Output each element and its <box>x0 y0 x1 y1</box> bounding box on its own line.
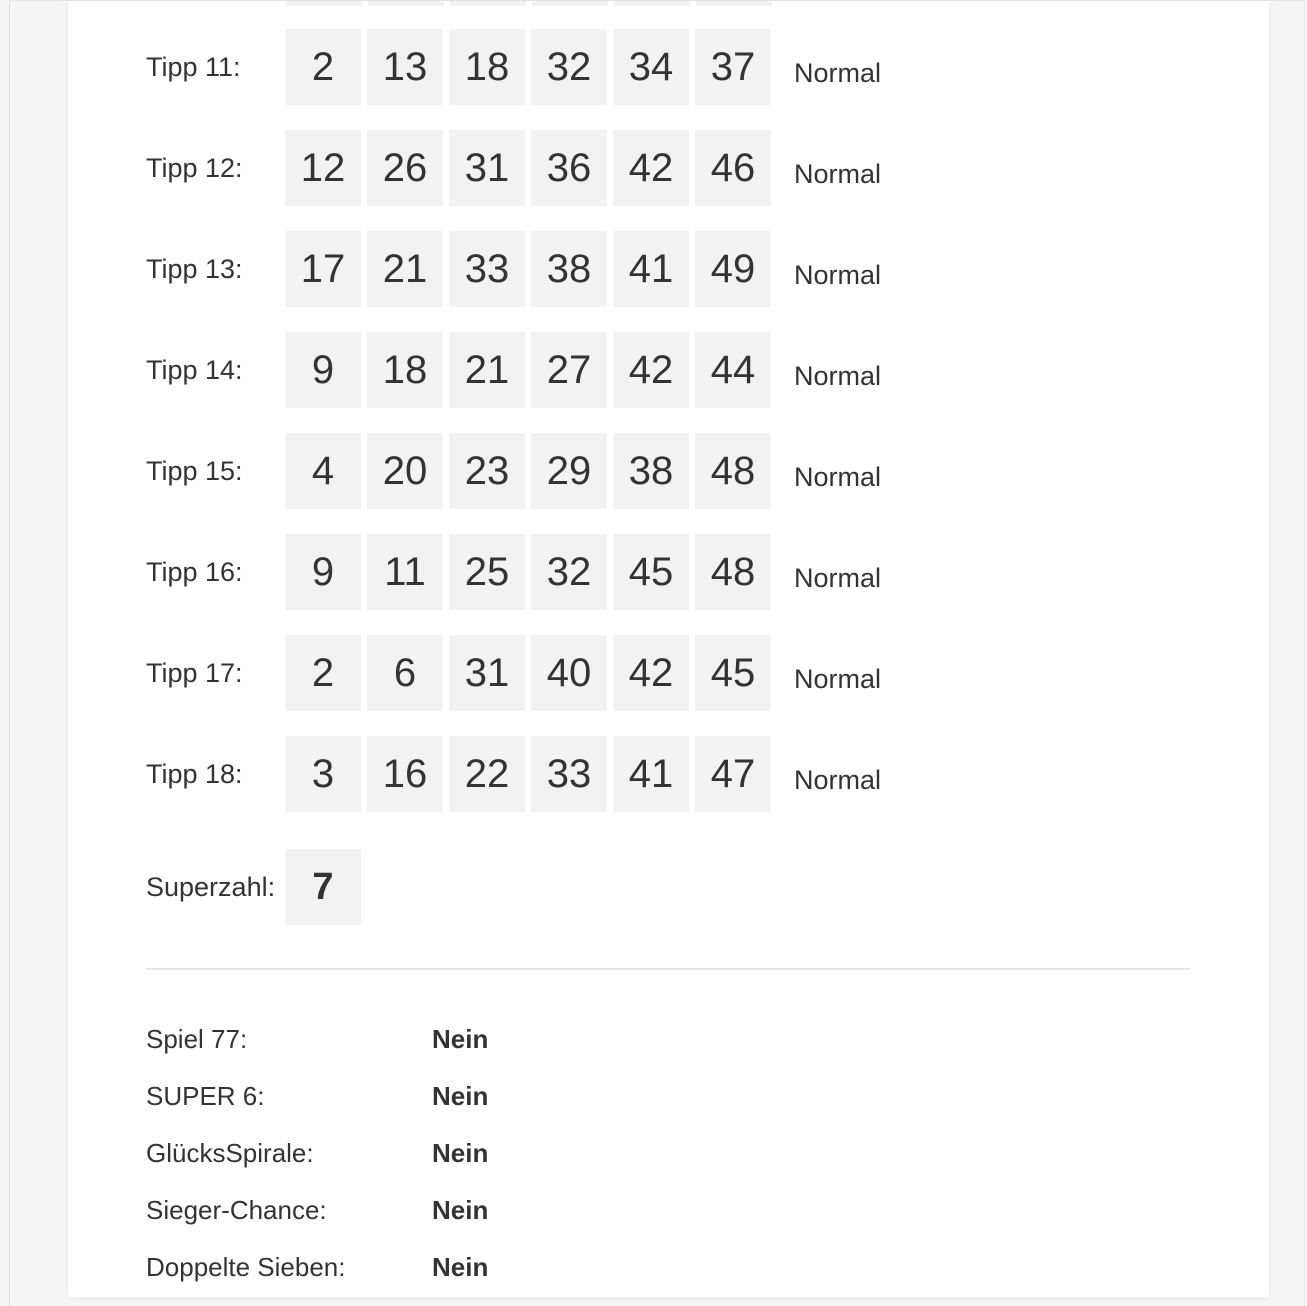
tip-number: 45 <box>695 635 771 711</box>
tip-number: 26 <box>367 130 443 206</box>
tip-number: 49 <box>695 231 771 307</box>
tip-number: 48 <box>695 433 771 509</box>
tip-row-13 <box>146 231 881 307</box>
tip-number: 31 <box>449 635 525 711</box>
tip-numbers <box>285 29 771 105</box>
tip-number: 13 <box>367 29 443 105</box>
tip-numbers <box>285 332 771 408</box>
page-frame <box>9 0 1305 1306</box>
option-value: Nein <box>432 1080 489 1111</box>
tip-label: Tipp 18: <box>146 758 243 789</box>
tip-number: 18 <box>367 332 443 408</box>
tip-number: 21 <box>449 332 525 408</box>
tip-numbers <box>285 635 771 711</box>
tip-numbers <box>285 534 771 610</box>
option-value: Nein <box>432 1194 489 1225</box>
tip-number: 23 <box>449 433 525 509</box>
tip-row-14 <box>146 332 881 408</box>
number-cell-fragment <box>532 1 608 6</box>
tip-label: Tipp 11: <box>146 51 241 82</box>
tip-type: Normal <box>794 663 882 694</box>
option-row-sieger-chance <box>146 1192 488 1228</box>
tip-number: 9 <box>285 332 361 408</box>
option-row-doppelte-sieben <box>146 1249 488 1285</box>
tip-number: 46 <box>695 130 771 206</box>
tip-number: 29 <box>531 433 607 509</box>
tip-numbers <box>285 130 771 206</box>
number-cell-fragment <box>286 1 362 6</box>
tip-numbers <box>285 231 771 307</box>
superzahl-label: Superzahl: <box>146 871 276 902</box>
tip-numbers <box>285 433 771 509</box>
tip-number: 11 <box>367 534 443 610</box>
tip-row-12 <box>146 130 881 206</box>
tip-number: 27 <box>531 332 607 408</box>
tip-number: 41 <box>613 736 689 812</box>
tip-number: 20 <box>367 433 443 509</box>
option-label: Spiel 77: <box>146 1023 248 1054</box>
option-value: Nein <box>432 1023 489 1054</box>
tip-type: Normal <box>794 57 882 88</box>
tip-number: 22 <box>449 736 525 812</box>
tip-row-17 <box>146 635 881 711</box>
number-cell-fragment <box>450 1 526 6</box>
number-cell-fragment <box>696 1 772 6</box>
tip-number: 31 <box>449 130 525 206</box>
tip-number: 18 <box>449 29 525 105</box>
tip-number: 42 <box>613 130 689 206</box>
tip-type: Normal <box>794 461 882 492</box>
option-label: Doppelte Sieben: <box>146 1251 346 1282</box>
tip-type: Normal <box>794 259 882 290</box>
section-divider <box>146 968 1190 970</box>
ticket-card <box>68 1 1269 1297</box>
tip-label: Tipp 17: <box>146 657 243 688</box>
tip-row-18 <box>146 736 881 812</box>
tip-number: 44 <box>695 332 771 408</box>
superzahl-value: 7 <box>285 849 361 925</box>
option-row-super6 <box>146 1078 488 1114</box>
tip-number: 2 <box>285 29 361 105</box>
tip-number: 33 <box>531 736 607 812</box>
tip-number: 36 <box>531 130 607 206</box>
tip-type: Normal <box>794 360 882 391</box>
number-cell-fragment <box>368 1 444 6</box>
tip-number: 48 <box>695 534 771 610</box>
tip-number: 41 <box>613 231 689 307</box>
tip-type: Normal <box>794 764 882 795</box>
tip-type: Normal <box>794 158 882 189</box>
tip-number: 6 <box>367 635 443 711</box>
option-row-gluecksspirale <box>146 1135 488 1171</box>
previous-row-cells <box>286 1 772 6</box>
tip-label: Tipp 14: <box>146 354 243 385</box>
tip-number: 38 <box>613 433 689 509</box>
option-value: Nein <box>432 1137 489 1168</box>
option-label: SUPER 6: <box>146 1080 265 1111</box>
tip-number: 17 <box>285 231 361 307</box>
tip-label: Tipp 13: <box>146 253 243 284</box>
tip-numbers <box>285 736 771 812</box>
tip-number: 42 <box>613 635 689 711</box>
tip-number: 34 <box>613 29 689 105</box>
number-cell-fragment <box>614 1 690 6</box>
tip-number: 47 <box>695 736 771 812</box>
option-label: GlücksSpirale: <box>146 1137 314 1168</box>
tip-number: 21 <box>367 231 443 307</box>
tip-row-16 <box>146 534 881 610</box>
tip-label: Tipp 15: <box>146 455 243 486</box>
tip-number: 9 <box>285 534 361 610</box>
tip-number: 32 <box>531 29 607 105</box>
tip-label: Tipp 12: <box>146 152 243 183</box>
tip-number: 38 <box>531 231 607 307</box>
tip-label: Tipp 16: <box>146 556 243 587</box>
tip-number: 2 <box>285 635 361 711</box>
tip-number: 3 <box>285 736 361 812</box>
superzahl-row <box>146 849 361 925</box>
tip-number: 25 <box>449 534 525 610</box>
option-row-spiel77 <box>146 1021 488 1057</box>
option-label: Sieger-Chance: <box>146 1194 327 1225</box>
tip-number: 12 <box>285 130 361 206</box>
tip-number: 40 <box>531 635 607 711</box>
tip-type: Normal <box>794 562 882 593</box>
option-value: Nein <box>432 1251 489 1282</box>
tip-number: 32 <box>531 534 607 610</box>
tip-number: 42 <box>613 332 689 408</box>
tip-number: 33 <box>449 231 525 307</box>
tip-number: 16 <box>367 736 443 812</box>
tip-row-11 <box>146 29 881 105</box>
tip-number: 45 <box>613 534 689 610</box>
tip-row-15 <box>146 433 881 509</box>
tip-number: 37 <box>695 29 771 105</box>
tip-number: 4 <box>285 433 361 509</box>
